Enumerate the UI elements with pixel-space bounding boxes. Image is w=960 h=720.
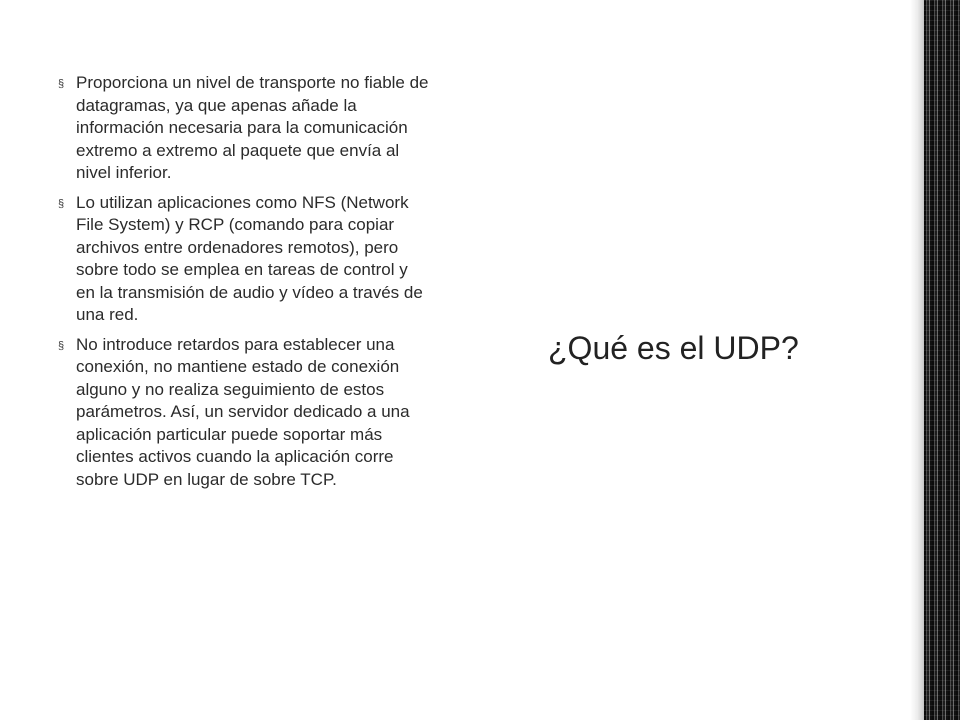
- bullet-item-latency: [58, 334, 430, 492]
- bullet-marker-icon: §: [58, 197, 65, 210]
- bullet-item-usage: [58, 192, 430, 327]
- slide-title: ¿Qué es el UDP?: [548, 330, 799, 366]
- bullet-text: Lo utilizan aplicaciones como NFS (Network File System) y RCP (comando para copiar archivos entre ordenadores remotos), pero sobre todo se emplea en tareas de control y en la transmisión de audio y vídeo a través de una red.: [76, 192, 423, 324]
- edge-shadow: [910, 0, 924, 720]
- bullet-marker-icon: §: [58, 78, 65, 90]
- bullet-text: Proporciona un nivel de transporte no fiable de datagramas, ya que apenas añade la información necesaria para la comunicación extremo a extremo al paquete que envía al nivel inferior.: [76, 73, 429, 182]
- bullet-text: No introduce retardos para establecer una conexión, no mantiene estado de conexión alguno y no realiza seguimiento de estos parámetros. Así, un servidor dedicado a una aplicación particular puede soportar más clientes activos cuando la aplicación corre sobre UDP en lugar de sobre TCP.: [76, 334, 410, 489]
- bullet-marker-icon: §: [58, 339, 65, 352]
- bullet-item-transport: [58, 72, 430, 185]
- bullet-list: [58, 72, 430, 498]
- decorative-edge-band: [924, 0, 960, 720]
